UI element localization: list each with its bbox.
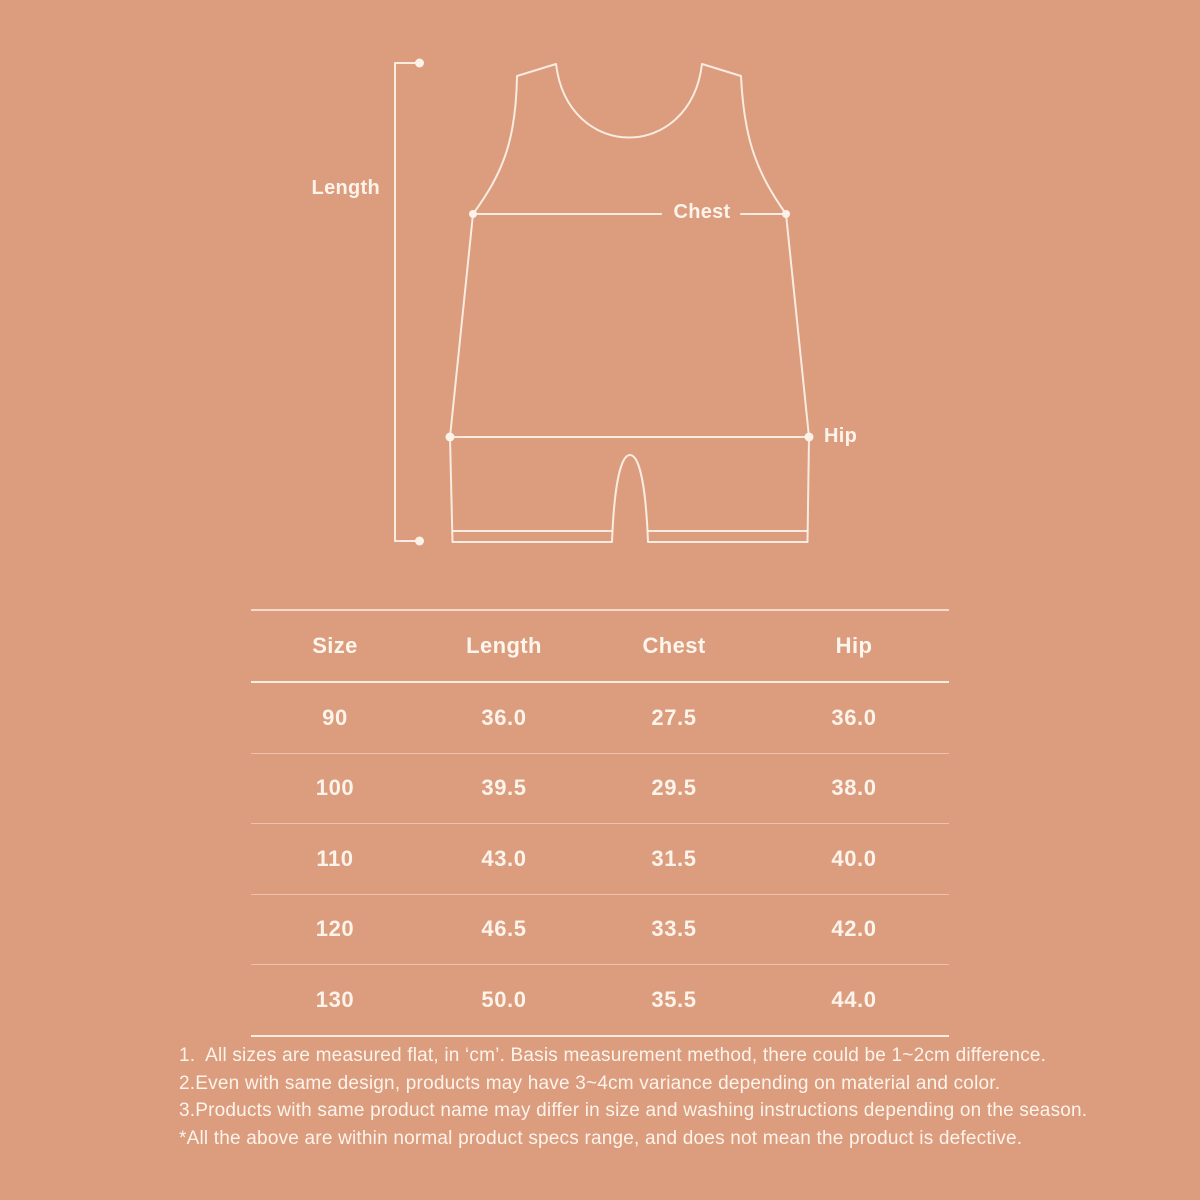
- table-row: [251, 824, 949, 895]
- length-dimension-line: [395, 63, 420, 541]
- hip-label: Hip: [824, 425, 858, 447]
- note-line: 1. All sizes are measured flat, in ‘cm’. Basis measurement method, there could be 1~2cm difference.: [179, 1045, 1047, 1066]
- cell-length: 50.0: [481, 986, 527, 1012]
- cell-hip: 36.0: [831, 704, 877, 730]
- cell-size: 100: [315, 775, 355, 801]
- cell-length: 39.5: [481, 775, 527, 801]
- note-line: *All the above are within normal product specs range, and does not mean the product is defective.: [179, 1127, 1023, 1149]
- table-row: [251, 965, 949, 1035]
- measure-endpoint-dot: [805, 433, 814, 442]
- garment-outline: [450, 64, 809, 542]
- table-row: [251, 895, 949, 966]
- cell-size: 120: [315, 916, 355, 942]
- cell-hip: 44.0: [831, 986, 877, 1012]
- measure-endpoint-dot: [469, 210, 477, 218]
- note-line: 3.Products with same product name may differ in size and washing instructions depending on the season.: [179, 1100, 1088, 1122]
- cell-chest: 31.5: [651, 845, 697, 871]
- cell-length: 46.5: [481, 916, 527, 942]
- measure-endpoint-dot: [415, 537, 424, 546]
- cell-hip: 40.0: [831, 845, 877, 871]
- cell-size: 130: [315, 986, 355, 1012]
- table-header-row: [251, 611, 949, 683]
- cell-chest: 29.5: [651, 775, 697, 801]
- measure-endpoint-dot: [446, 433, 455, 442]
- measurement-notes: [179, 1042, 1111, 1152]
- cell-length: 43.0: [481, 845, 527, 871]
- cell-hip: 38.0: [831, 775, 877, 801]
- note-line: 2.Even with same design, products may have 3~4cm variance depending on material and color.: [179, 1072, 1001, 1094]
- cell-chest: 27.5: [651, 704, 697, 730]
- size-chart-table: [251, 609, 949, 1037]
- cell-chest: 33.5: [651, 916, 697, 942]
- header-cell-chest: Chest: [642, 633, 706, 658]
- chest-label: Chest: [673, 201, 731, 223]
- header-cell-size: Size: [312, 633, 358, 658]
- header-cell-hip: Hip: [835, 633, 873, 658]
- cell-length: 36.0: [481, 704, 527, 730]
- header-cell-length: Length: [466, 633, 542, 658]
- measure-endpoint-dot: [782, 210, 790, 218]
- length-label: Length: [311, 177, 380, 199]
- cell-hip: 42.0: [831, 916, 877, 942]
- measure-endpoint-dot: [415, 59, 424, 68]
- table-row: [251, 754, 949, 825]
- table-row: [251, 683, 949, 754]
- cell-size: 90: [322, 704, 348, 730]
- cell-size: 110: [316, 845, 354, 871]
- cell-chest: 35.5: [651, 986, 697, 1012]
